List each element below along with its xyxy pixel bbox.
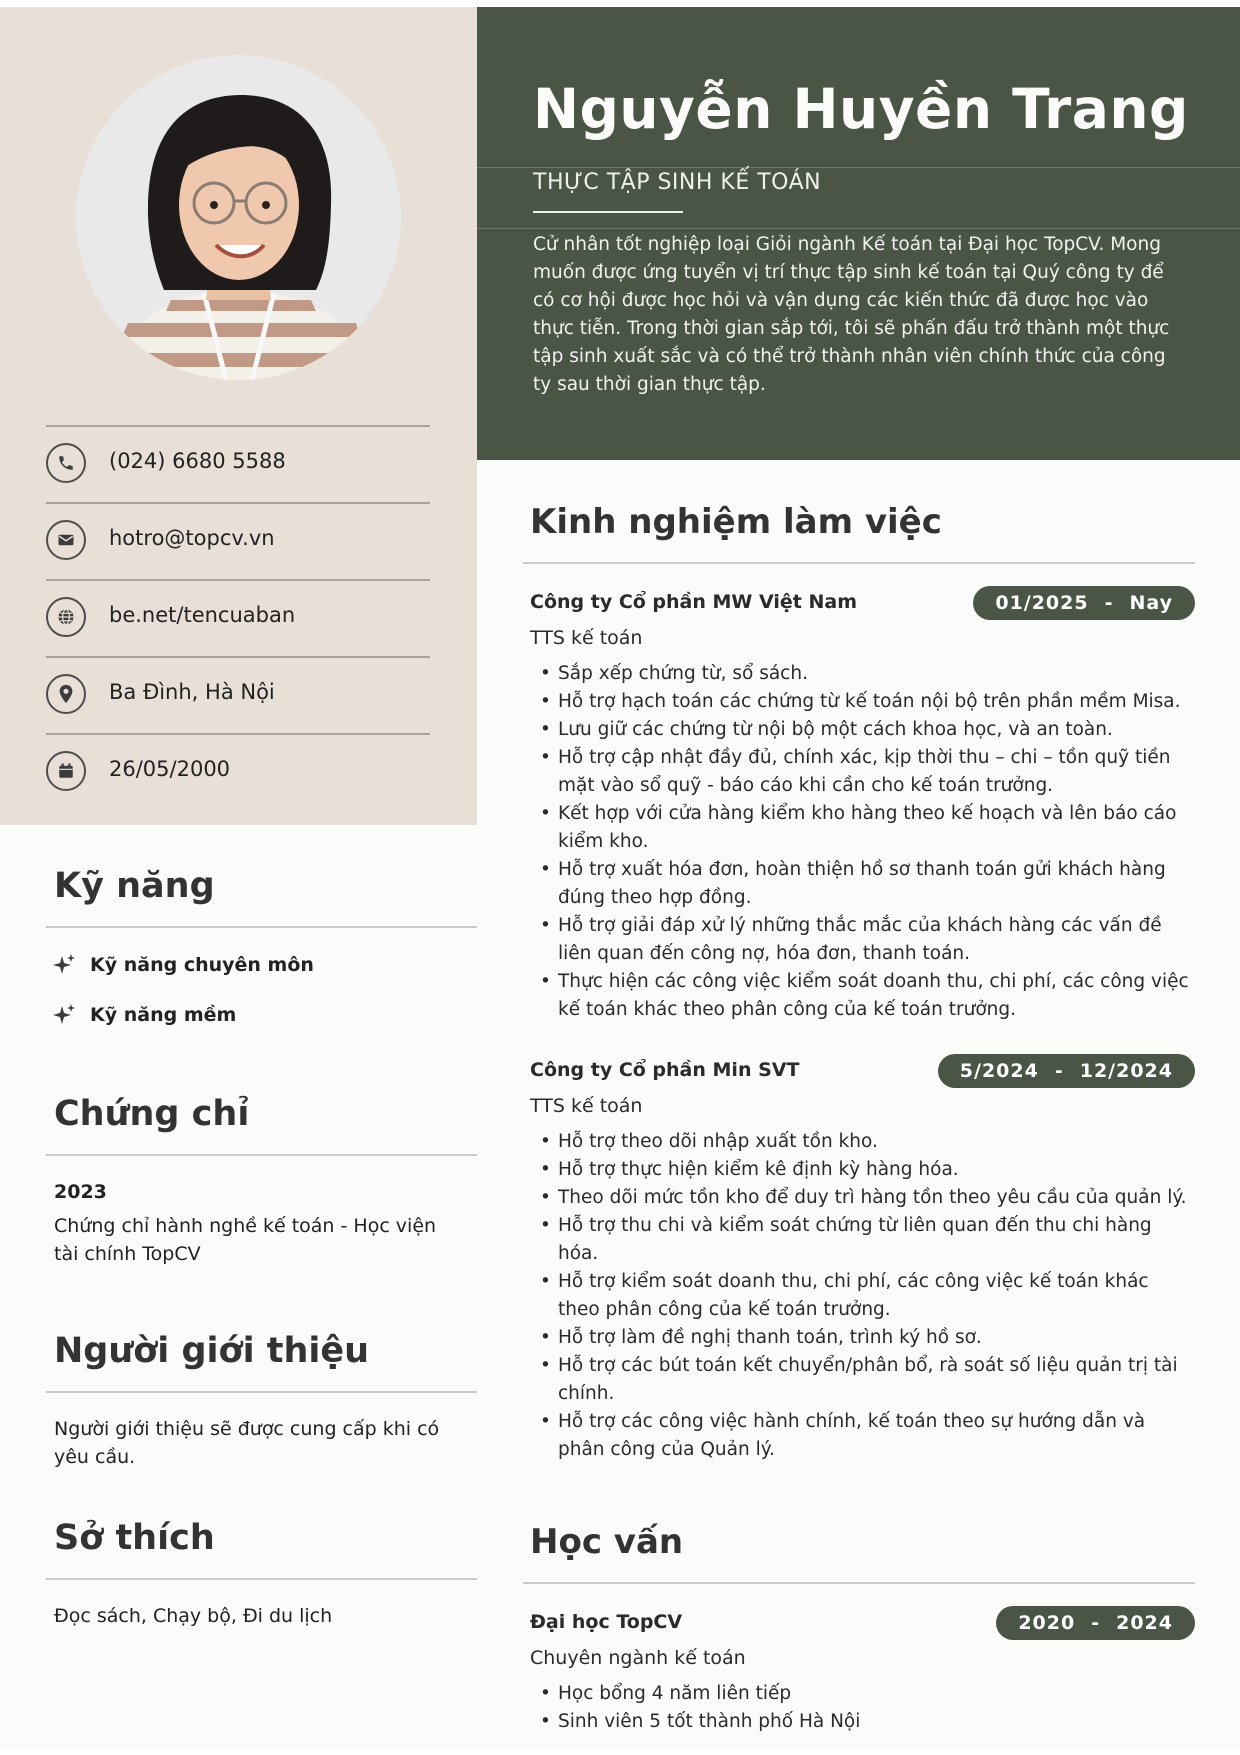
list-item: • Sắp xếp chứng từ, sổ sách. [523,660,1195,688]
list-item: • Hỗ trợ làm đề nghị thanh toán, trình ký hồ sơ. [523,1324,1195,1352]
calendar-icon [46,751,86,791]
sparkle-icon [52,1003,76,1027]
list-item: • Hỗ trợ các công việc hành chính, kế toán theo sự hướng dẫn và phân công của Quản lý. [523,1408,1195,1464]
hobbies-section [46,1516,477,1630]
certificate-name: Chứng chỉ hành nghề kế toán - Học viện tài chính TopCV [54,1215,437,1265]
list-item: • Hỗ trợ hạch toán các chứng từ kế toán nội bộ trên phần mềm Misa. [523,688,1195,716]
certificates-title: Chứng chỉ [54,1094,250,1134]
list-item: • Hỗ trợ xuất hóa đơn, hoàn thiện hồ sơ thanh toán gửi khách hàng đúng theo hợp đồng. [523,856,1195,912]
candidate-name: Nguyễn Huyền Trang [533,77,1189,141]
school-name: Đại học TopCV [530,1611,683,1633]
major: Chuyên ngành kế toán [530,1647,746,1669]
list-item: • Kết hợp với cửa hàng kiểm kho hàng theo kế hoạch và lên báo cáo kiểm kho. [523,800,1195,856]
left-profile-panel [0,7,477,825]
date-start: 01/2025 [995,592,1089,614]
job-duties [523,660,1195,1024]
date-end: 12/2024 [1079,1060,1173,1082]
list-item: • Hỗ trợ thực hiện kiểm kê định kỳ hàng hóa. [523,1156,1195,1184]
hobbies-title: Sở thích [54,1518,215,1558]
references-text: Người giới thiệu sẽ được cung cấp khi có yêu cầu. [54,1418,440,1468]
company-name: Công ty Cổ phần Min SVT [530,1059,800,1081]
contact-list [46,425,430,810]
date-separator: - [1054,1060,1064,1082]
divider [46,926,477,928]
envelope-icon [46,520,86,560]
date-start: 2020 [1018,1612,1076,1634]
contact-website [46,579,430,656]
skill-label: Kỹ năng mềm [90,1004,237,1026]
globe-icon [46,597,86,637]
certificates-section [46,1092,477,1268]
sparkle-icon [52,953,76,977]
email-text: hotro@topcv.vn [109,526,275,550]
address-text: Ba Đình, Hà Nội [109,680,275,704]
job-title: THỰC TẬP SINH KẾ TOÁN [533,170,822,195]
education-entry [523,1610,1195,1736]
references-title: Người giới thiệu [54,1331,370,1371]
certificate-year: 2023 [54,1181,107,1203]
divider [477,228,1240,229]
list-item: • Học bổng 4 năm liên tiếp [523,1680,1195,1708]
date-separator: - [1091,1612,1101,1634]
date-end: 2024 [1116,1612,1173,1634]
divider [46,1578,477,1580]
date-end: Nay [1129,592,1173,614]
list-item: • Theo dõi mức tồn kho để duy trì hàng tồn theo yêu cầu của quản lý. [523,1184,1195,1212]
contact-address [46,656,430,733]
phone-text: (024) 6680 5588 [109,449,286,473]
education-section [523,1520,1195,1736]
job-entry [523,590,1195,1024]
birthday-text: 26/05/2000 [109,757,231,781]
career-summary: Cử nhân tốt nghiệp loại Giỏi ngành Kế toán tại Đại học TopCV. Mong muốn được ứng tuyển vị trí thực tập sinh kế toán tại Quý công ty để có cơ hội được học hỏi và vận dụng các kiến thức đã được học vào thực tiễn. Trong thời gian sắp tới, tôi sẽ phấn đấu trở thành một thực tập sinh xuất sắc và có thể trở thành nhân viên chính thức của công ty sau thời gian thực tập. [533,234,1170,395]
contact-email [46,502,430,579]
experience-title: Kinh nghiệm làm việc [530,502,942,542]
skill-item [46,940,477,990]
list-item: • Sinh viên 5 tốt thành phố Hà Nội [523,1708,1195,1736]
job-duties [523,1128,1195,1464]
job-role: TTS kế toán [530,627,643,649]
job-role: TTS kế toán [530,1095,643,1117]
hobbies-text: Đọc sách, Chạy bộ, Đi du lịch [54,1605,333,1627]
profile-photo-illustration [76,55,401,380]
skill-item [46,990,477,1040]
job-entry [523,1058,1195,1464]
divider [477,167,1240,168]
list-item: • Hỗ trợ thu chi và kiểm soát chứng từ liên quan đến thu chi hàng hóa. [523,1212,1195,1268]
header-panel [477,7,1240,460]
divider [46,1391,477,1393]
skill-label: Kỹ năng chuyên môn [90,954,314,976]
company-name: Công ty Cổ phần MW Việt Nam [530,591,857,613]
experience-section [523,500,1195,1464]
education-achievements [523,1680,1195,1736]
divider [46,1154,477,1156]
divider [533,211,683,213]
education-title: Học vấn [530,1522,684,1562]
resume-page [0,7,1240,1749]
contact-birthday [46,733,430,810]
list-item: • Lưu giữ các chứng từ nội bộ một cách khoa học, và an toàn. [523,716,1195,744]
profile-photo [76,55,401,380]
divider [523,562,1195,564]
date-range-badge [973,586,1195,620]
list-item: • Thực hiện các công việc kiểm soát doanh thu, chi phí, các công việc kế toán khác theo phân công của kế toán trưởng. [523,968,1195,1024]
references-section [46,1329,477,1471]
date-start: 5/2024 [959,1060,1039,1082]
website-text: be.net/tencuaban [109,603,296,627]
list-item: • Hỗ trợ cập nhật đầy đủ, chính xác, kịp thời thu – chi – tồn quỹ tiền mặt vào sổ quỹ - báo cáo khi cần cho kế toán trưởng. [523,744,1195,800]
skills-title: Kỹ năng [54,866,215,906]
list-item: • Hỗ trợ kiểm soát doanh thu, chi phí, các công việc kế toán khác theo phân công của kế toán trưởng. [523,1268,1195,1324]
location-pin-icon [46,674,86,714]
list-item: • Hỗ trợ giải đáp xử lý những thắc mắc của khách hàng các vấn đề liên quan đến công nợ, hóa đơn, thanh toán. [523,912,1195,968]
list-item: • Hỗ trợ các bút toán kết chuyển/phân bổ, rà soát số liệu quản trị tài chính. [523,1352,1195,1408]
date-range-badge [938,1054,1195,1088]
date-separator: - [1104,592,1114,614]
skills-section [46,864,477,1040]
contact-phone [46,425,430,502]
date-range-badge [996,1606,1195,1640]
phone-icon [46,443,86,483]
list-item: • Hỗ trợ theo dõi nhập xuất tồn kho. [523,1128,1195,1156]
divider [523,1582,1195,1584]
